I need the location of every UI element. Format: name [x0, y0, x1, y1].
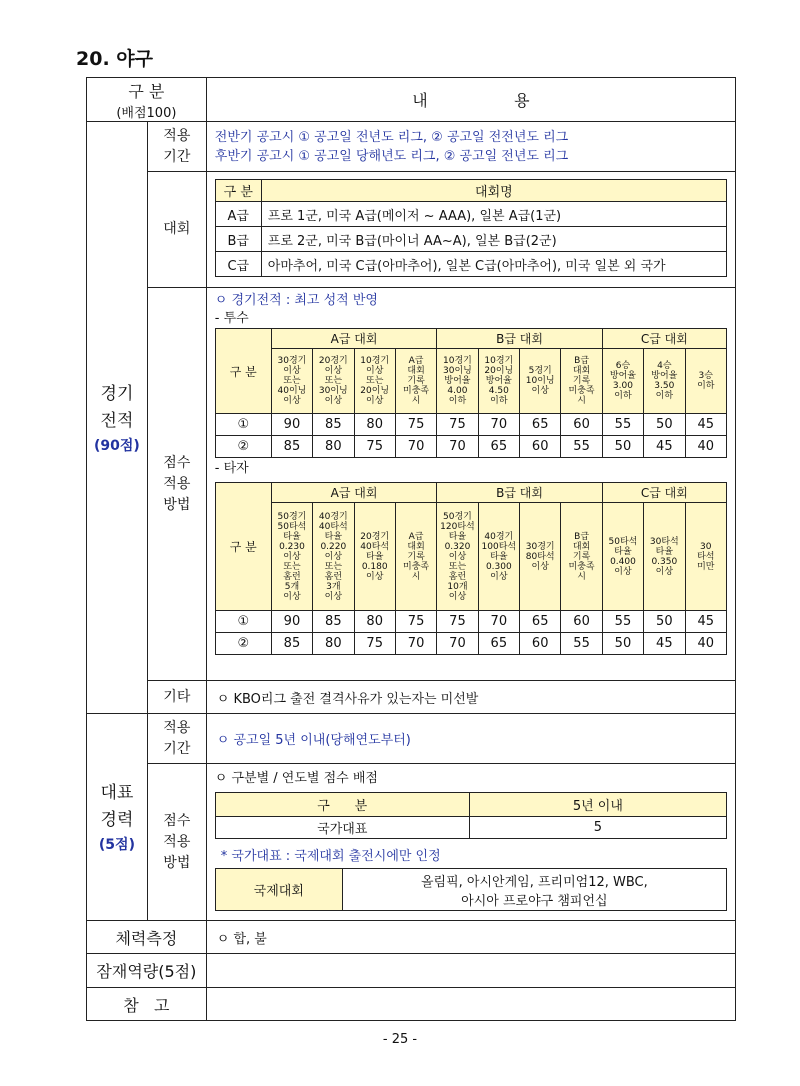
batter-criteria-line: 타율 [655, 546, 674, 557]
period-content [206, 122, 735, 172]
batter-score: 80 [354, 611, 395, 633]
career-period-label-2: 기간 [163, 740, 191, 757]
batter-criteria-line: 또는 [448, 561, 467, 572]
pitcher-criteria-line: 20이닝 [484, 366, 514, 376]
pitcher-criteria-header [602, 349, 643, 414]
batter-category-header: 구 분 [215, 483, 271, 611]
pitcher-score: 75 [395, 414, 436, 436]
pitcher-criteria-line: 30이닝 [443, 366, 472, 376]
batter-criteria-line: 이상 [283, 591, 301, 602]
period-label [147, 122, 206, 172]
pitcher-score: 50 [602, 436, 643, 458]
batter-criteria-line: 0.230 [279, 541, 305, 552]
batter-rank: ② [215, 633, 271, 655]
pitcher-score: 55 [602, 414, 643, 436]
pitcher-score: 65 [520, 414, 561, 436]
batter-criteria-line: 홈런 [324, 571, 343, 582]
pitcher-criteria-line: 이상 [366, 366, 384, 376]
batter-score: 75 [354, 633, 395, 655]
batter-criteria-header [395, 503, 436, 611]
pitcher-criteria-line: 이상 [283, 396, 301, 406]
pitcher-criteria-line: 이하 [614, 391, 632, 401]
batter-criteria-line: 타율 [324, 531, 343, 542]
potential-content [206, 954, 735, 988]
pitcher-score: 60 [561, 414, 602, 436]
batter-score: 65 [478, 633, 519, 655]
career-label-2: 경력 [100, 810, 134, 830]
batter-criteria-line: 30 [700, 541, 712, 552]
pitcher-score: 80 [354, 414, 395, 436]
intl-line-1: 올림픽, 아시안게임, 프리미엄12, WBC, [420, 874, 648, 890]
batter-criteria-line: 이상 [283, 551, 301, 562]
batter-criteria-line: A급 [408, 531, 424, 542]
career-scoring-label [147, 764, 206, 921]
pitcher-score: 70 [437, 436, 478, 458]
header-points: (배점100) [116, 105, 177, 121]
batter-rank: ① [215, 611, 271, 633]
pitcher-criteria-line: 20이닝 [360, 386, 390, 396]
career-footnote: * 국가대표 : 국제대회 출전시에만 인정 [220, 849, 441, 864]
pitcher-criteria-line: 방어율 [444, 376, 471, 386]
batter-criteria-header [313, 503, 354, 611]
etc-label: 기타 [147, 681, 206, 714]
batter-criteria-line: 미충족 [403, 561, 430, 572]
pitcher-criteria-line: 40이닝 [277, 386, 307, 396]
pitcher-criteria-line: 이하 [697, 381, 715, 391]
pitcher-table [215, 328, 727, 458]
pitcher-criteria-line: 30이닝 [318, 386, 348, 396]
batter-score: 80 [313, 633, 354, 655]
career-scoring-label-2: 적용 [163, 833, 191, 850]
career-row-label: 국가대표 [215, 817, 469, 839]
batter-score: 75 [395, 611, 436, 633]
pitcher-criteria-line: 대회 [572, 366, 591, 376]
period-line-2: 후반기 공고시 ① 공고일 당해년도 리그, ② 공고일 전년도 리그 [214, 148, 569, 164]
batter-score: 70 [437, 633, 478, 655]
batter-criteria-header [685, 503, 726, 611]
tournament-table [215, 179, 727, 277]
batter-criteria-header [644, 503, 685, 611]
scoring-content [206, 288, 735, 681]
batter-criteria-line: 시 [411, 571, 421, 582]
pitcher-criteria-line: 방어율 [651, 371, 678, 381]
tournament-grade: B급 [215, 227, 261, 252]
tournament-col-name: 대회명 [261, 180, 726, 202]
pitcher-score: 85 [271, 436, 312, 458]
batter-score: 85 [313, 611, 354, 633]
batter-score: 50 [602, 633, 643, 655]
pitcher-rank: ② [215, 436, 271, 458]
scoring-label-2: 적용 [163, 475, 191, 492]
batter-criteria-line: 20경기 [360, 531, 390, 542]
page-title: 20. 야구 [76, 48, 153, 70]
career-period-label-1: 적용 [163, 719, 191, 736]
pitcher-score: 55 [561, 436, 602, 458]
intl-table [215, 868, 727, 911]
pitcher-criteria-line: 시 [411, 396, 421, 406]
pitcher-criteria-line: 미충족 [568, 386, 595, 396]
batter-criteria-line: 0.320 [444, 541, 471, 552]
batter-table [215, 482, 727, 655]
batter-criteria-line: 타율 [614, 546, 632, 557]
etc-text: ㅇ KBO리그 출전 결격사유가 있는자는 미선발 [206, 681, 735, 714]
period-line-1: 전반기 공고시 ① 공고일 전년도 리그, ② 공고일 전전년도 리그 [214, 129, 569, 145]
pitcher-score: 50 [644, 414, 685, 436]
pitcher-criteria-line: 4.00 [447, 386, 468, 396]
pitcher-group-header: C급 대회 [602, 329, 726, 349]
batter-criteria-line: 80타석 [525, 551, 555, 562]
pitcher-criteria-header [644, 349, 685, 414]
career-section-label [87, 714, 148, 921]
pitcher-criteria-header [478, 349, 519, 414]
career-period-label [147, 714, 206, 764]
remarks-label: 참 고 [87, 988, 207, 1021]
pitcher-score: 75 [437, 414, 478, 436]
pitcher-category-header: 구 분 [215, 329, 271, 414]
header-category-cell [87, 78, 207, 122]
batter-criteria-line: 10개 [447, 581, 468, 592]
career-scoring-label-1: 점수 [163, 812, 191, 829]
pitcher-criteria-line: 3승 [698, 371, 713, 381]
pitcher-score: 60 [520, 436, 561, 458]
batter-criteria-line: 40경기 [484, 531, 514, 542]
pitcher-score: 45 [685, 414, 726, 436]
batter-criteria-line: 0.180 [361, 561, 388, 572]
batter-criteria-header [437, 503, 478, 611]
batter-score: 45 [685, 611, 726, 633]
pitcher-criteria-header [561, 349, 602, 414]
tournament-col-grade: 구 분 [215, 180, 261, 202]
pitcher-criteria-line: 4승 [657, 361, 672, 371]
pitcher-score: 70 [395, 436, 436, 458]
pitcher-score: 80 [313, 436, 354, 458]
batter-criteria-line: 50경기 [443, 511, 472, 522]
pitcher-criteria-line: 20경기 [318, 356, 348, 366]
pitcher-criteria-line: 또는 [366, 376, 384, 386]
pitcher-criteria-line: 5경기 [528, 366, 552, 376]
batter-criteria-line: 이상 [655, 566, 674, 577]
batter-criteria-line: 3개 [326, 581, 341, 592]
header-category: 구 분 [128, 81, 165, 101]
batter-criteria-line: 홈런 [283, 571, 301, 582]
batter-criteria-line: 타율 [490, 551, 508, 562]
pitcher-criteria-line: 또는 [324, 376, 343, 386]
career-label-1: 대표 [100, 783, 134, 803]
batter-criteria-line: 50타석 [608, 536, 638, 547]
batter-group-header: A급 대회 [271, 483, 437, 503]
batter-criteria-line: 이상 [448, 591, 467, 602]
tournament-content [206, 172, 735, 288]
pitcher-criteria-line: 4.50 [488, 386, 509, 396]
batter-criteria-line: B급 [574, 531, 590, 542]
pitcher-rank: ① [215, 414, 271, 436]
batter-score: 60 [561, 611, 602, 633]
pitcher-criteria-line: 이하 [448, 396, 467, 406]
tournament-grade: A급 [215, 202, 261, 227]
physical-label: 체력측정 [87, 921, 207, 954]
batter-criteria-line: 기록 [407, 551, 425, 562]
career-points: (5점) [98, 837, 135, 853]
batter-score: 45 [644, 633, 685, 655]
batter-criteria-line: 40경기 [318, 511, 348, 522]
potential-label: 잠재역량(5점) [87, 954, 207, 988]
scoring-table [86, 77, 736, 1021]
batter-criteria-line: 0.300 [485, 561, 512, 572]
pitcher-score: 65 [478, 436, 519, 458]
batter-score: 50 [644, 611, 685, 633]
batter-criteria-line: 타율 [283, 531, 301, 542]
pitcher-criteria-line: 대회 [407, 366, 425, 376]
batter-criteria-line: 타율 [448, 531, 467, 542]
batter-score: 90 [271, 611, 312, 633]
pitcher-criteria-line: 10경기 [443, 356, 472, 366]
pitcher-criteria-header [271, 349, 312, 414]
record-points: (90점) [94, 437, 140, 454]
batter-criteria-header [478, 503, 519, 611]
intl-line-2: 아시아 프로야구 챔피언십 [461, 893, 608, 909]
pitcher-criteria-line: 10이닝 [525, 376, 555, 386]
career-col-years: 5년 이내 [469, 793, 726, 817]
batter-score: 70 [478, 611, 519, 633]
batter-criteria-line: 0.220 [320, 541, 347, 552]
batter-criteria-line: 100타석 [481, 541, 517, 552]
batter-criteria-line: 타율 [366, 551, 384, 562]
batter-criteria-line: 타석 [697, 551, 715, 562]
pitcher-score: 85 [313, 414, 354, 436]
pitcher-criteria-line: 이상 [366, 396, 384, 406]
batter-criteria-line: 40타석 [318, 521, 348, 532]
pitcher-criteria-line: 방어율 [485, 376, 512, 386]
batter-criteria-line: 이상 [490, 571, 508, 582]
pitcher-criteria-line: 30경기 [277, 356, 307, 366]
pitcher-criteria-header [313, 349, 354, 414]
tournament-name: 프로 2군, 미국 B급(마이너 AA~A), 일본 B급(2군) [261, 227, 726, 252]
scoring-label-1: 점수 [163, 454, 191, 471]
pitcher-score: 75 [354, 436, 395, 458]
physical-text: ㅇ 합, 불 [206, 921, 735, 954]
tournament-grade: C급 [215, 252, 261, 277]
pitcher-criteria-line: 이하 [490, 396, 508, 406]
batter-criteria-line: 40타석 [360, 541, 390, 552]
career-note: ㅇ 구분별 / 연도별 점수 배점 [214, 771, 378, 786]
pitcher-criteria-header [395, 349, 436, 414]
period-label-1: 적용 [163, 127, 191, 144]
batter-criteria-header [271, 503, 312, 611]
career-col-category: 구 분 [215, 793, 469, 817]
scoring-note: ㅇ 경기전적 : 최고 성적 반영 [214, 293, 378, 308]
batter-criteria-line: 대회 [407, 541, 425, 552]
record-section-label [87, 122, 148, 714]
batter-criteria-line: 홈런 [448, 571, 467, 582]
pitcher-criteria-header [520, 349, 561, 414]
pitcher-score: 45 [644, 436, 685, 458]
tournament-name: 프로 1군, 미국 A급(메이저 ~ AAA), 일본 A급(1군) [261, 202, 726, 227]
batter-criteria-line: 이상 [531, 561, 549, 572]
pitcher-criteria-line: 방어율 [609, 371, 636, 381]
batter-criteria-line: 이상 [324, 591, 343, 602]
pitcher-criteria-line: 6승 [615, 361, 631, 371]
career-period-text: ㅇ 공고일 5년 이내(당해연도부터) [206, 714, 735, 764]
pitcher-criteria-line: 10경기 [360, 356, 390, 366]
pitcher-score: 90 [271, 414, 312, 436]
batter-criteria-line: 5개 [284, 581, 300, 592]
batter-criteria-line: 이상 [366, 571, 384, 582]
pitcher-criteria-line: 이상 [324, 366, 343, 376]
intl-label: 국제대회 [215, 869, 342, 911]
pitcher-criteria-line: 10경기 [484, 356, 514, 366]
pitcher-group-header: B급 대회 [437, 329, 603, 349]
batter-criteria-line: 50경기 [277, 511, 307, 522]
batter-criteria-line: 미충족 [568, 561, 595, 572]
career-scoring-label-3: 방법 [163, 854, 191, 871]
batter-score: 60 [520, 633, 561, 655]
batter-criteria-line: 시 [577, 571, 586, 582]
batter-score: 75 [437, 611, 478, 633]
batter-criteria-line: 30타석 [649, 536, 679, 547]
batter-group-header: B급 대회 [437, 483, 603, 503]
batter-criteria-line: 0.400 [610, 556, 636, 567]
record-label-1: 경기 [100, 383, 134, 404]
batter-criteria-header [602, 503, 643, 611]
batter-score: 65 [520, 611, 561, 633]
batter-criteria-line: 이상 [614, 566, 632, 577]
pitcher-criteria-line: 기록 [407, 376, 425, 386]
batter-criteria-line: 이상 [324, 551, 343, 562]
scoring-label [147, 288, 206, 681]
batter-group-header: C급 대회 [602, 483, 726, 503]
pitcher-score: 70 [478, 414, 519, 436]
batter-criteria-line: 또는 [283, 561, 301, 572]
career-scoring-content [206, 764, 735, 921]
batter-criteria-line: 30경기 [525, 541, 555, 552]
pitcher-criteria-line: 미충족 [403, 386, 430, 396]
batter-score: 40 [685, 633, 726, 655]
batter-criteria-line: 이상 [448, 551, 467, 562]
batter-criteria-header [520, 503, 561, 611]
page-number: - 25 - [382, 1032, 418, 1047]
batter-criteria-header [354, 503, 395, 611]
batter-score: 55 [602, 611, 643, 633]
pitcher-criteria-line: 이하 [655, 391, 674, 401]
pitcher-criteria-header [685, 349, 726, 414]
batter-score: 70 [395, 633, 436, 655]
pitcher-criteria-line: A급 [408, 356, 424, 366]
remarks-content [206, 988, 735, 1021]
batter-criteria-line: 대회 [572, 541, 591, 552]
batter-criteria-line: 미만 [697, 561, 715, 572]
pitcher-criteria-header [354, 349, 395, 414]
pitcher-criteria-line: 이상 [531, 386, 549, 396]
pitcher-criteria-line: 이상 [283, 366, 301, 376]
batter-criteria-header [561, 503, 602, 611]
tournament-name: 아마추어, 미국 C급(아마추어), 일본 C급(아마추어), 미국 일본 외 국가 [261, 252, 726, 277]
pitcher-group-header: A급 대회 [271, 329, 437, 349]
period-label-2: 기간 [163, 148, 191, 165]
batter-score: 85 [271, 633, 312, 655]
batter-criteria-line: 기록 [572, 551, 591, 562]
pitcher-criteria-line: 또는 [283, 376, 301, 386]
pitcher-label: - 투수 [214, 311, 249, 326]
batter-criteria-line: 0.350 [651, 556, 678, 567]
pitcher-criteria-line: B급 [574, 356, 590, 366]
pitcher-criteria-line: 3.00 [612, 381, 633, 391]
batter-criteria-line: 50타석 [277, 521, 307, 532]
tournament-label: 대회 [147, 172, 206, 288]
career-row-value: 5 [469, 817, 726, 839]
pitcher-criteria-line: 기록 [572, 376, 591, 386]
record-label-2: 전적 [100, 410, 134, 431]
pitcher-criteria-line: 시 [577, 396, 586, 406]
batter-criteria-line: 또는 [324, 561, 343, 572]
batter-criteria-line: 120타석 [440, 521, 475, 532]
scoring-label-3: 방법 [163, 496, 191, 513]
header-content: 내 용 [206, 78, 735, 122]
pitcher-score: 40 [685, 436, 726, 458]
intl-events [342, 869, 726, 911]
pitcher-criteria-line: 3.50 [654, 381, 675, 391]
batter-label: - 타자 [214, 461, 249, 476]
pitcher-criteria-line: 이상 [324, 396, 343, 406]
batter-score: 55 [561, 633, 602, 655]
career-table [215, 792, 727, 839]
pitcher-criteria-header [437, 349, 478, 414]
